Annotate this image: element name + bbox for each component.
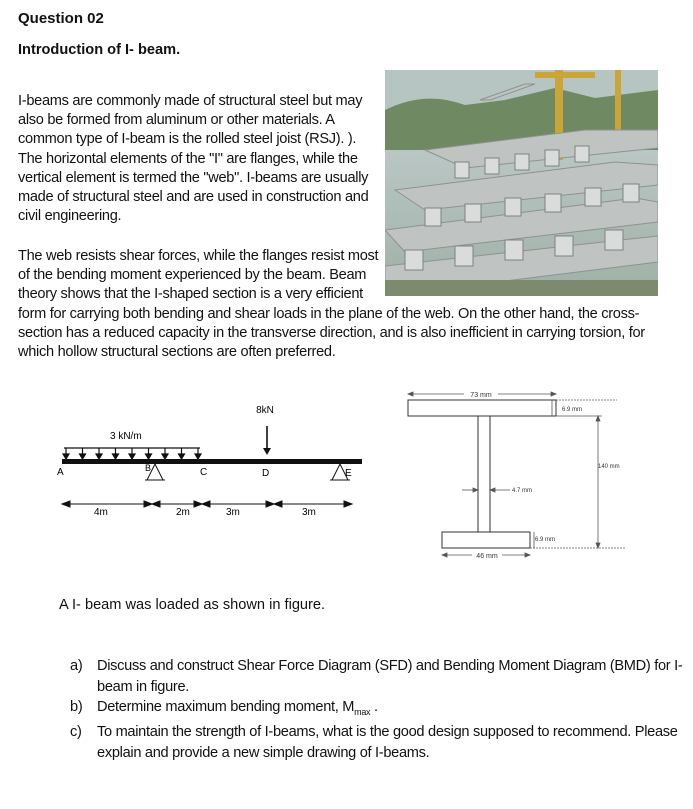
udl-arrowhead <box>96 454 102 459</box>
web-thickness-label: 4.7 mm <box>512 488 533 494</box>
point-load-label: 8kN <box>256 405 274 416</box>
text-line: common type of I-beam is the rolled steel joist (RSJ). ). <box>18 131 357 148</box>
bottom-flange-thickness-label: 6.9 mm <box>535 537 556 543</box>
text-line: which hollow structural sections are often preferred. <box>18 344 336 361</box>
task-list <box>70 656 690 763</box>
point-c-label: C <box>200 467 208 478</box>
span-bc-label: 2m <box>176 507 190 518</box>
text-line: form for carrying both bending and shear loads in the plane of the web. On the other hand, the cross- <box>18 305 640 322</box>
point-b-label: B <box>145 463 152 473</box>
top-width-label: 73 mm <box>470 392 492 399</box>
task-item-a <box>70 656 690 697</box>
udl-arrowhead <box>63 454 69 459</box>
task-letter: a) <box>70 658 83 674</box>
udl-arrowhead <box>113 454 119 459</box>
udl-arrowhead <box>80 454 86 459</box>
text-line: made of structural steel and are used in construction and <box>18 189 369 206</box>
task-letter: b) <box>70 699 83 715</box>
text-line: of the bending moment experienced by the beam. Beam <box>18 267 367 284</box>
text-line: The horizontal elements of the "I" are flanges, while the <box>18 150 358 167</box>
text-line: explain and provide a new simple drawing of I-beams. <box>97 744 430 761</box>
point-load-arrow <box>263 426 271 455</box>
text-line: I-beams are commonly made of structural steel but may <box>18 93 363 109</box>
subscript-max: max <box>354 706 371 717</box>
udl-label: 3 kN/m <box>110 431 142 442</box>
point-a-label: A <box>57 467 64 478</box>
top-flange <box>408 400 556 416</box>
text-line: also be formed from aluminum or other materials. A <box>18 112 335 129</box>
task-item-b <box>70 697 690 722</box>
web <box>478 416 490 532</box>
figure-caption: A I- beam was loaded as shown in figure. <box>59 597 326 613</box>
point-d-label: D <box>262 468 270 479</box>
top-flange-thickness-label: 6.9 mm <box>562 407 583 413</box>
udl-arrows <box>63 448 201 459</box>
paragraph-1 <box>18 92 380 226</box>
span-de-label: 3m <box>302 507 316 518</box>
task-tail: . <box>370 699 378 715</box>
task-letter: c) <box>70 724 82 741</box>
question-number: Question 02 <box>18 10 104 27</box>
task-item-c <box>70 722 690 763</box>
bottom-flange <box>442 532 530 548</box>
udl-arrowhead <box>195 454 201 459</box>
section-subtitle: Introduction of I- beam. <box>18 42 181 58</box>
text-line: The web resists shear forces, while the flanges resist most <box>18 248 379 264</box>
i-beam-stack-photo <box>385 70 658 296</box>
udl-arrowhead <box>179 454 185 459</box>
udl-arrowhead <box>146 454 152 459</box>
beam <box>62 459 362 464</box>
text-line: vertical element is termed the "web". I-beams are usually <box>18 169 369 186</box>
text-line: beam in figure. <box>97 678 190 695</box>
udl-arrowhead <box>129 454 135 459</box>
text-line: To maintain the strength of I-beams, what is the good design supposed to recommend. Please <box>97 724 678 741</box>
text-line: theory shows that the I-shaped section is a very efficient <box>18 286 363 303</box>
bottom-width-label: 46 mm <box>476 553 498 560</box>
udl-arrowhead <box>162 454 168 459</box>
span-cd-label: 3m <box>226 507 240 518</box>
beam-loading-diagram <box>52 398 372 523</box>
point-e-label: E <box>345 468 352 479</box>
span-ab-label: 4m <box>94 507 108 518</box>
task-text: Determine maximum bending moment, M <box>97 699 355 715</box>
text-line: civil engineering. <box>18 208 122 225</box>
text-line: Discuss and construct Shear Force Diagram (SFD) and Bending Moment Diagram (BMD) for I- <box>97 658 683 674</box>
text-line: section has a reduced capacity in the transverse direction, and is also inefficient in carrying torsion, for <box>18 324 645 341</box>
i-section-diagram <box>402 388 634 563</box>
height-label: 140 mm <box>598 464 620 470</box>
